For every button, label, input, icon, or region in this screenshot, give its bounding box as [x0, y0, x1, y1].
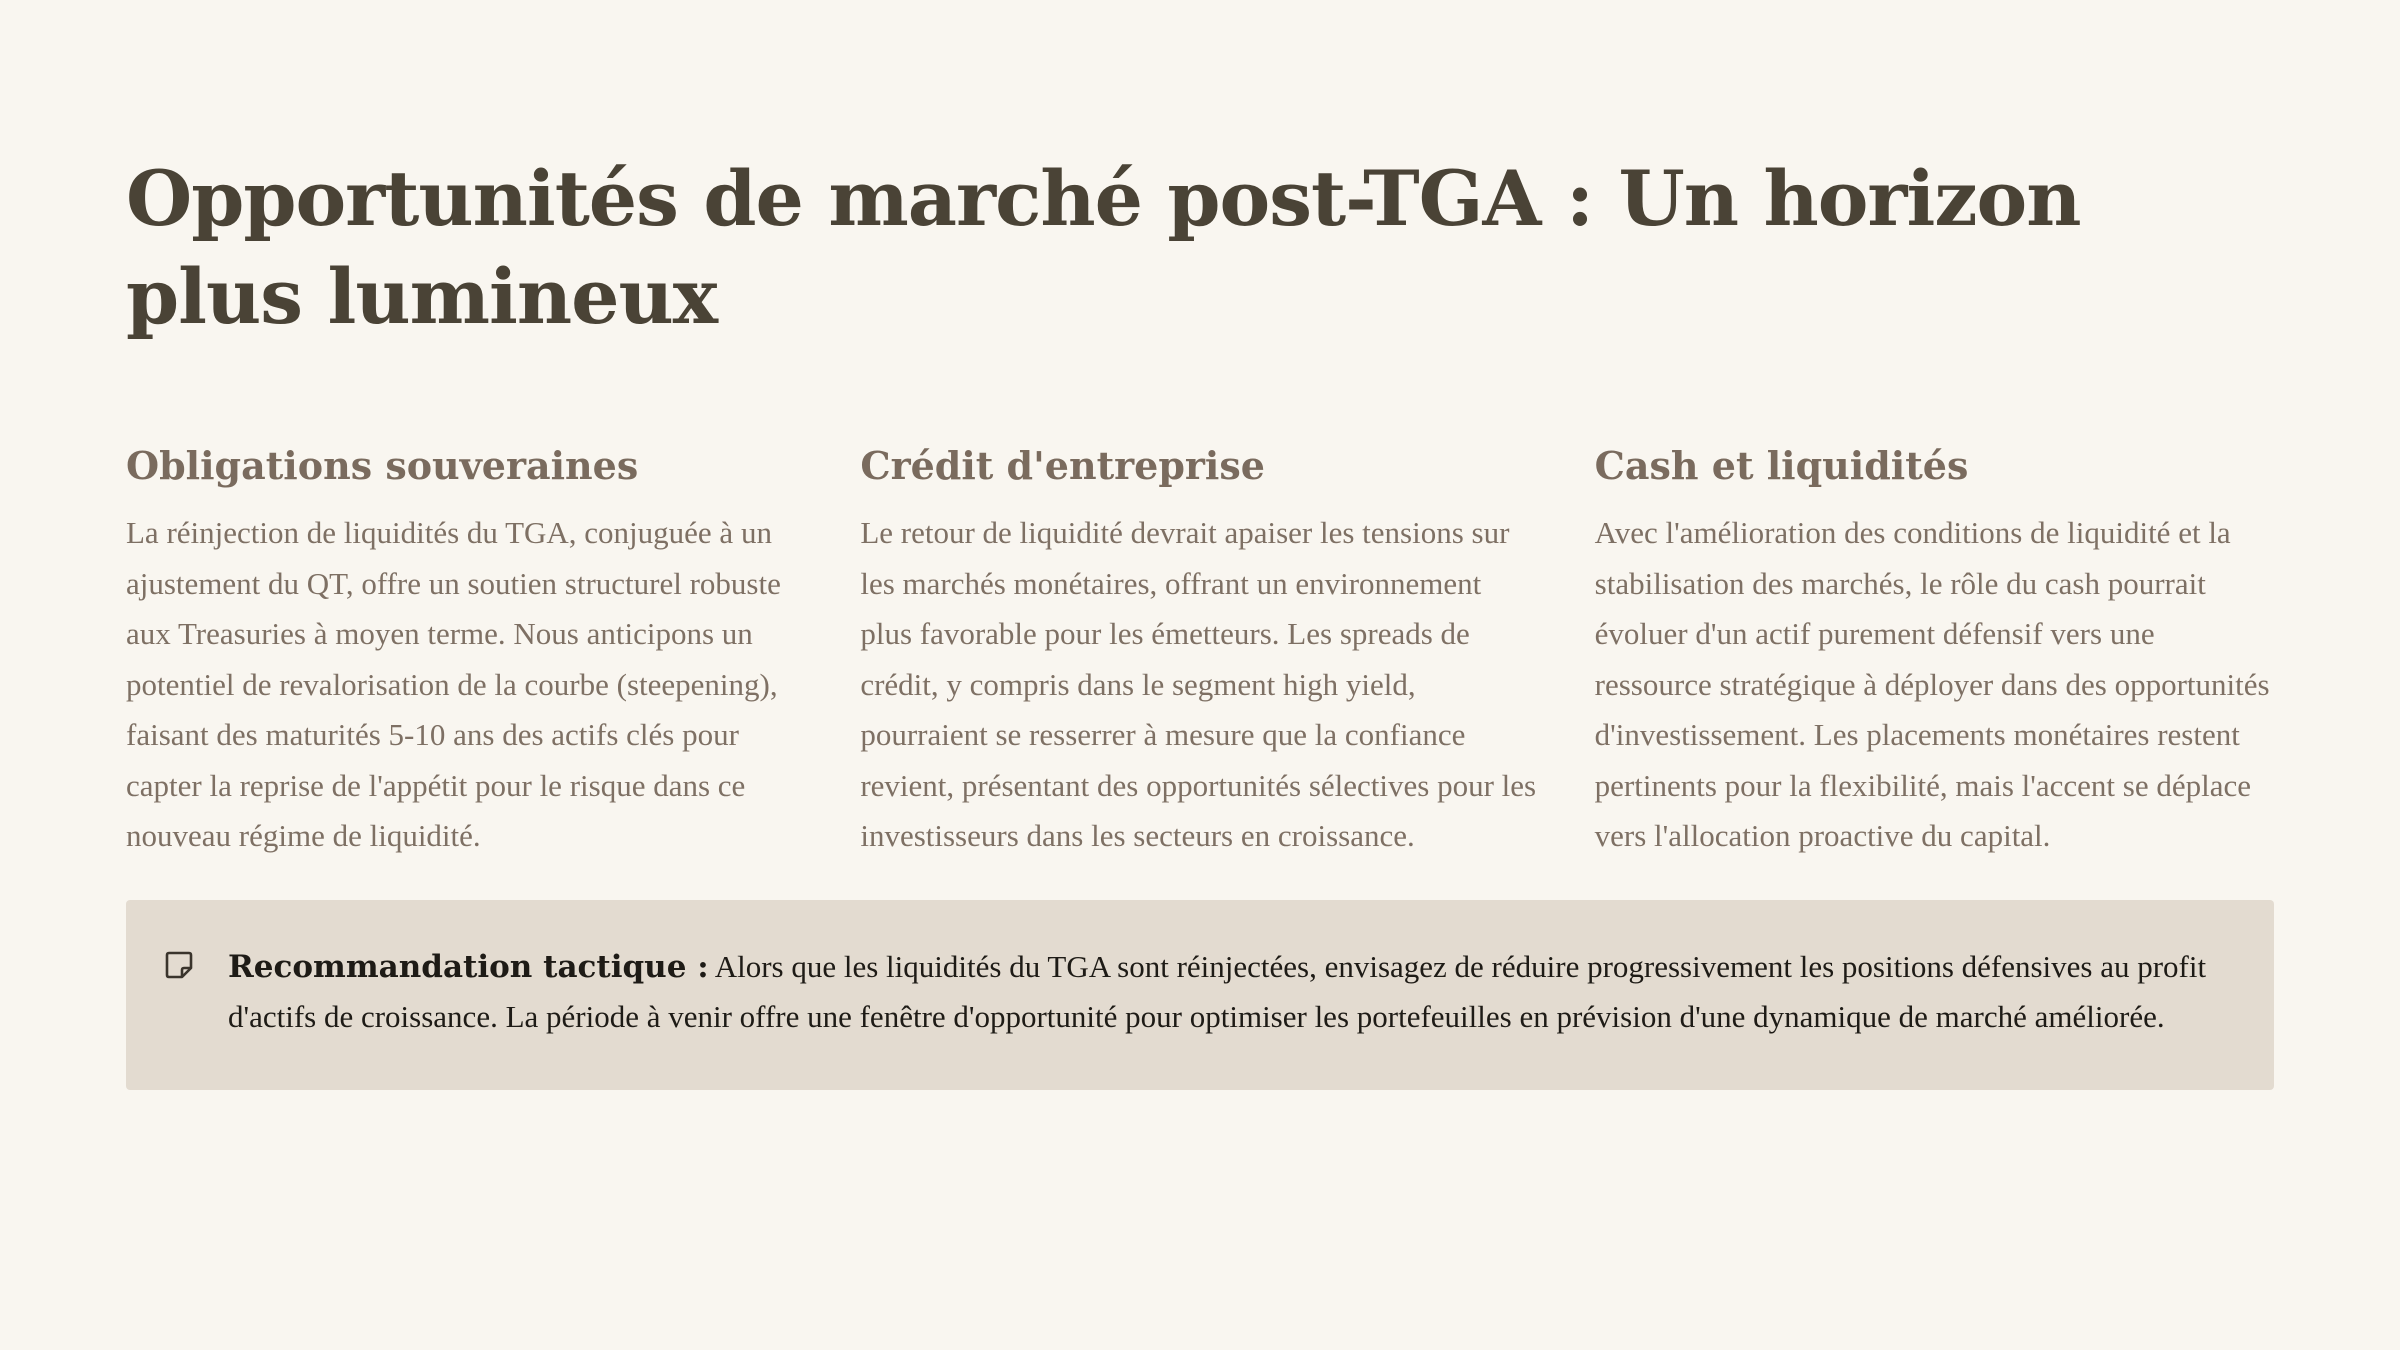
- callout: [126, 900, 2274, 1090]
- slide: [126, 150, 2274, 1090]
- column-heading: Cash et liquidités: [1594, 443, 1969, 488]
- column-heading: Obligations souveraines: [126, 443, 639, 488]
- page-title: Opportunités de marché post-TGA : Un horizon plus lumineux: [126, 154, 2081, 341]
- column-body: La réinjection de liquidités du TGA, conjuguée à un ajustement du QT, offre un soutien structurel robuste aux Treasuries à moyen terme. Nous anticipons un potentiel de revalorisation de la courbe (steepening), faisant des maturités 5-10 ans des actifs clés pour capter la reprise de l'appétit pour le risque dans ce nouveau régime de liquidité.: [126, 515, 781, 853]
- callout-content: [228, 942, 2222, 1043]
- column-sovereign-bonds: [126, 442, 805, 862]
- callout-label: Recommandation tactique :: [228, 948, 709, 985]
- column-cash-liquidity: [1595, 442, 2274, 862]
- column-body: Le retour de liquidité devrait apaiser les tensions sur les marchés monétaires, offrant un environnement plus favorable pour les émetteurs. Les spreads de crédit, y compris dans le segment high yield, pourraient se resserrer à mesure que la confiance revient, présentant des opportunités sélectives pour les investisseurs dans les secteurs en croissance.: [860, 515, 1537, 853]
- column-heading: Crédit d'entreprise: [860, 443, 1265, 488]
- column-corporate-credit: [860, 442, 1539, 862]
- columns: [126, 442, 2274, 862]
- column-body: Avec l'amélioration des conditions de liquidité et la stabilisation des marchés, le rôle du cash pourrait évoluer d'un actif purement défensif vers une ressource stratégique à déployer dans des opportunités d'investissement. Les placements monétaires restent pertinents pour la flexibilité, mais l'accent se déplace vers l'allocation proactive du capital.: [1594, 515, 2270, 853]
- note-icon: [164, 950, 194, 980]
- callout-text: Alors que les liquidités du TGA sont réinjectées, envisagez de réduire progressivement les positions défensives au profit d'actifs de croissance. La période à venir offre une fenêtre d'opportunité pour optimiser les portefeuilles en prévision d'une dynamique de marché améliorée.: [228, 948, 2207, 1034]
